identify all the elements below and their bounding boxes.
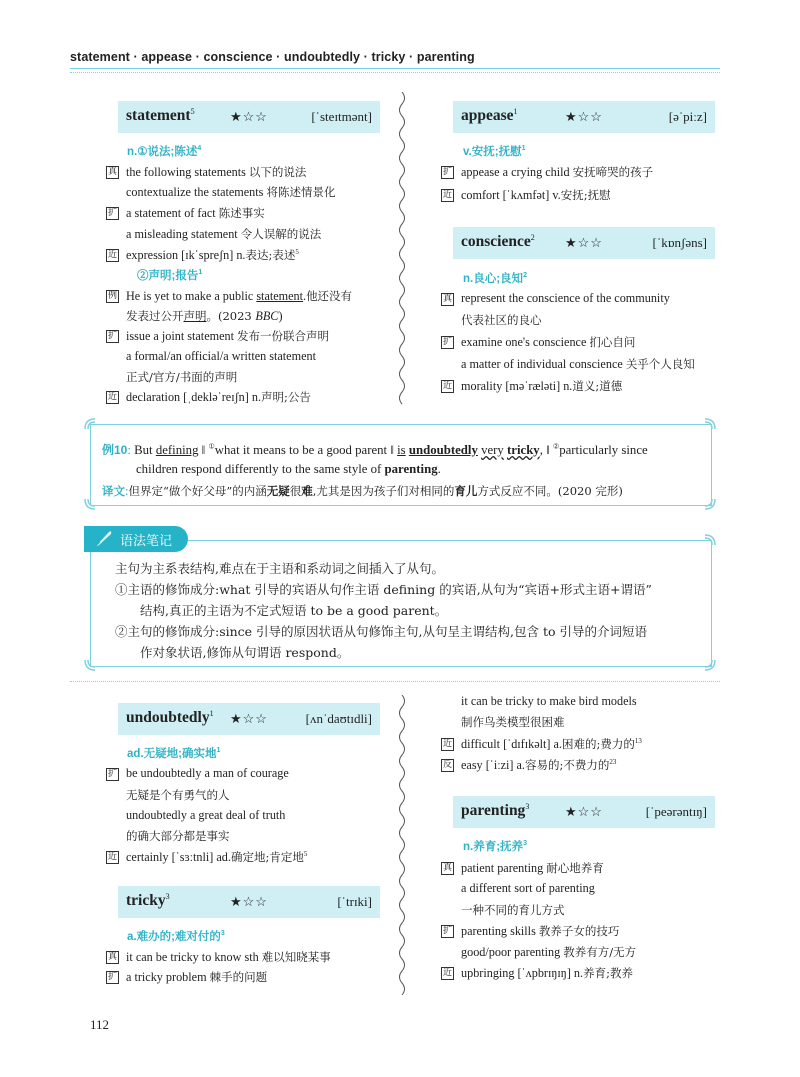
example-sentence-line-2: children respond differently to the same style of parenting. — [136, 462, 441, 476]
usage-line: contextualize the statements 将陈述情景化 — [126, 185, 336, 199]
usage-line: it can be tricky to know sth 难以知晓某事 — [126, 950, 331, 964]
synonym-line: declaration [ˌdekləˈreɪʃn] n.声明;公告 — [126, 390, 311, 404]
section-separator — [70, 681, 720, 682]
headword: statement$^5$ — [126, 107, 195, 125]
phonetic: [ʌnˈdaʊtɪdli] — [305, 711, 372, 726]
usage-line: good/poor parenting 教养有方/无方 — [461, 945, 637, 959]
tag-jin: 近 — [442, 190, 452, 200]
tag-kuo: 扩 — [107, 972, 117, 982]
tag-zhen: 真 — [107, 167, 117, 177]
synonym-line: expression [ɪkˈspreʃn] n.表达;表述$^5$ — [126, 247, 299, 262]
synonym-line: upbringing [ˈʌpbrɪŋɪŋ] n.养育;教养 — [461, 966, 633, 980]
usage-line: a tricky problem 棘手的问题 — [126, 970, 268, 984]
corner-ornament-icon — [703, 533, 717, 547]
corner-ornament-icon — [703, 658, 717, 672]
usage-line: patient parenting 耐心地养育 — [461, 861, 604, 875]
tag-jin: 近 — [442, 739, 452, 749]
star-rating: ★☆☆ — [565, 804, 603, 819]
headword: undoubtedly$^1$ — [126, 709, 214, 727]
usage-line: 制作鸟类模型很困难 — [461, 715, 565, 729]
headword: parenting$^3$ — [461, 802, 530, 820]
usage-line: issue a joint statement 发布一份联合声明 — [126, 329, 330, 343]
tag-zhen: 真 — [442, 863, 452, 873]
entry-tricky-header — [118, 886, 380, 918]
synonym-line: difficult [ˈdɪfɪkəlt] a.困难的;费力的$^{13}$ — [461, 736, 642, 751]
usage-line: a different sort of parenting — [461, 881, 595, 895]
usage-line: a statement of fact 陈述事实 — [126, 206, 265, 220]
usage-line: appease a crying child 安抚啼哭的孩子 — [461, 165, 654, 179]
grammar-notes-title: 语法笔记 — [120, 534, 173, 549]
synonym-line: comfort [ˈkʌmfət] v.安抚;抚慰 — [461, 188, 611, 202]
tag-li: 例 — [107, 291, 117, 301]
grammar-line: ②主句的修饰成分:since 引导的原因状语从句修饰主句,从句呈主谓结构,包含 to 引导的介词短语 — [115, 624, 647, 639]
translation-line: 译文:但界定“做个好父母”的内涵无疑很难,尤其是因为孩子们对相同的育儿方式反应不同。(2020 完形) — [102, 484, 623, 498]
usage-line: a formal/an official/a written statement — [126, 349, 316, 363]
example-sentence-line-1: 例10: But defining ‖ ①what it means to be a good parent ‖ is undoubtedly very tricky, ‖ ②particularly since — [102, 442, 648, 457]
tag-kuo: 扩 — [107, 769, 117, 779]
column-divider-top — [395, 92, 409, 408]
sense: n.良心;良知$^2$ — [463, 272, 527, 285]
sense: a.难办的;难对付的$^3$ — [127, 930, 225, 943]
tag-jin: 近 — [107, 392, 117, 402]
usage-line: 一种不同的育儿方式 — [461, 903, 565, 917]
grammar-line: 主句为主系表结构,难点在于主语和系动词之间插入了从句。 — [115, 561, 444, 576]
tag-kuo: 扩 — [107, 208, 117, 218]
example-line: He is yet to make a public statement.他还没有 — [126, 289, 353, 303]
usage-line: 正式/官方/书面的声明 — [126, 370, 238, 384]
sense: ad.无疑地;确实地$^1$ — [127, 747, 221, 760]
phonetic: [ˈkɒnʃəns] — [652, 235, 707, 250]
usage-line: 无疑是个有勇气的人 — [126, 788, 230, 802]
usage-line: parenting skills 教养子女的技巧 — [461, 924, 620, 938]
corner-ornament-icon — [703, 497, 717, 511]
entry-appease-header — [453, 101, 715, 133]
headword: appease$^1$ — [461, 107, 518, 125]
tag-kuo: 扩 — [442, 926, 452, 936]
headword: tricky$^3$ — [126, 892, 170, 910]
tag-zhen: 真 — [442, 294, 452, 304]
tag-fan: 反 — [442, 760, 452, 770]
star-rating: ★☆☆ — [230, 109, 268, 124]
tag-jin: 近 — [442, 968, 452, 978]
running-header: statement · appease · conscience · undoubtedly · tricky · parenting — [70, 50, 475, 64]
grammar-line: 结构,真正的主语为不定式短语 to be a good parent。 — [140, 603, 448, 618]
tag-jin: 近 — [107, 250, 117, 260]
entry-undoubtedly-header — [118, 703, 380, 735]
star-rating: ★☆☆ — [565, 235, 603, 250]
phonetic: [ˈtrɪki] — [337, 894, 372, 909]
sense-2: ②声明;报告$^1$ — [137, 269, 203, 282]
quill-pen-icon — [92, 529, 114, 549]
usage-line: a misleading statement 令人误解的说法 — [126, 227, 322, 241]
phonetic: [ˈpeərəntɪŋ] — [645, 804, 707, 819]
translation-label: 译文 — [102, 484, 125, 498]
usage-line: examine one's conscience 扪心自问 — [461, 335, 636, 349]
tag-jin: 近 — [107, 852, 117, 862]
star-rating: ★☆☆ — [565, 109, 603, 124]
example-label: 例10 — [102, 443, 128, 457]
star-rating: ★☆☆ — [230, 711, 268, 726]
grammar-notes-tag — [84, 526, 188, 552]
corner-ornament-icon — [83, 417, 97, 431]
usage-line: it can be tricky to make bird models — [461, 694, 637, 708]
usage-line: 代表社区的良心 — [461, 313, 542, 327]
usage-line: represent the conscience of the community — [461, 291, 670, 305]
headword: conscience$^2$ — [461, 233, 535, 251]
sense: n.养育;抚养$^3$ — [463, 840, 527, 853]
entry-parenting-header — [453, 796, 715, 828]
usage-line: be undoubtedly a man of courage — [126, 766, 289, 780]
corner-ornament-icon — [83, 658, 97, 672]
sense: v.安抚;抚慰$^1$ — [463, 145, 526, 158]
grammar-line: 作对象状语,修饰从句谓语 respond。 — [140, 645, 350, 660]
usage-line: the following statements 以下的说法 — [126, 165, 307, 179]
synonym-line: certainly [ˈsɜːtnli] ad.确定地;肯定地$^5$ — [126, 849, 308, 864]
corner-ornament-icon — [83, 497, 97, 511]
antonym-line: easy [ˈiːzi] a.容易的;不费力的$^{23}$ — [461, 757, 617, 772]
column-divider-bottom — [395, 695, 409, 995]
tag-kuo: 扩 — [107, 331, 117, 341]
corner-ornament-icon — [703, 417, 717, 431]
tag-kuo: 扩 — [442, 167, 452, 177]
page-number: 112 — [90, 1017, 110, 1032]
usage-line: 的确大部分都是事实 — [126, 829, 230, 843]
tag-jin: 近 — [442, 381, 452, 391]
tag-kuo: 扩 — [442, 337, 452, 347]
header-rule — [70, 68, 720, 69]
tag-zhen: 真 — [107, 952, 117, 962]
phonetic: [ˈsteɪtmənt] — [311, 109, 372, 124]
sense-1: n.①说法;陈述$^4$ — [127, 145, 202, 158]
phonetic: [əˈpiːz] — [668, 109, 707, 124]
synonym-line: morality [məˈræləti] n.道义;道德 — [461, 379, 623, 393]
usage-line: undoubtedly a great deal of truth — [126, 808, 286, 822]
entry-statement-header — [118, 101, 380, 133]
grammar-line: ①主语的修饰成分:what 引导的宾语从句作主语 defining 的宾语,从句为“宾语+形式主语+谓语” — [115, 582, 652, 597]
star-rating: ★☆☆ — [230, 894, 268, 909]
usage-line: a matter of individual conscience 关乎个人良知 — [461, 357, 695, 371]
header-dotted-rule — [70, 72, 720, 73]
example-line: 发表过公开声明。(2023 BBC) — [126, 309, 283, 323]
entry-conscience-header — [453, 227, 715, 259]
